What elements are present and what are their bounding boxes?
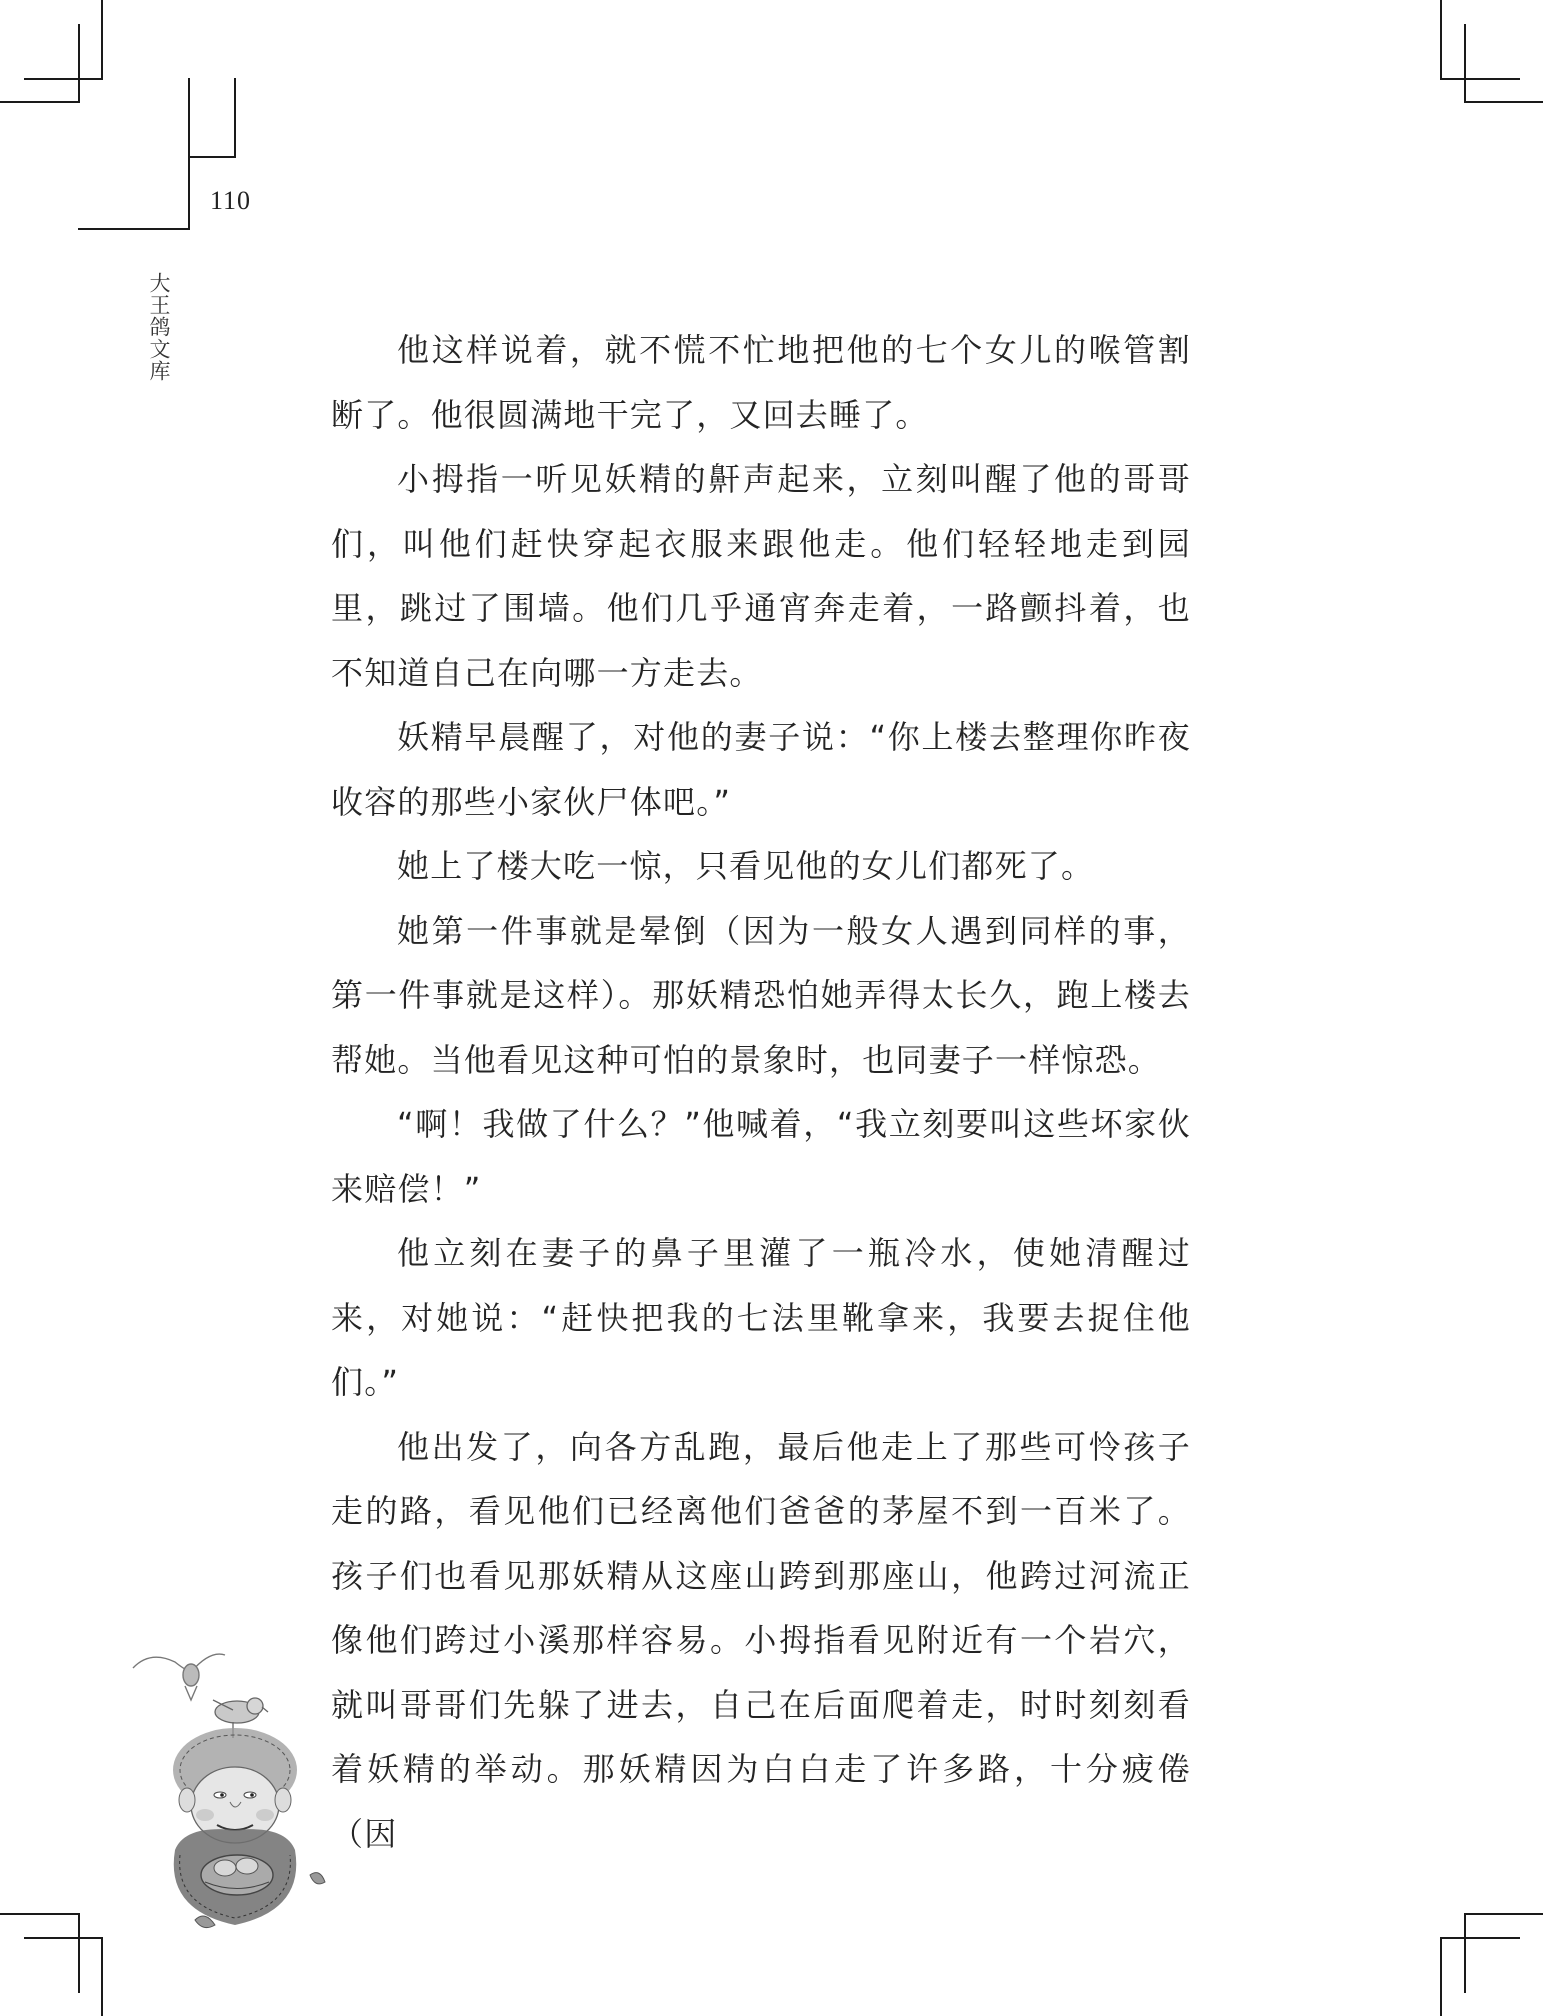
nest-icon [201,1855,273,1895]
paragraph: 她上了楼大吃一惊，只看见他的女儿们都死了。 [397,847,1095,885]
page-number-rule [234,78,236,158]
paragraph: 她第一件事就是晕倒（因为一般女人遇到同样的事，第一件事就是这样）。那妖精恐怕她弄得太长久，跑上楼去帮她。当他看见这种可怕的景象时，也同妻子一样惊恐。 [331,911,1191,1079]
crop-mark [1464,24,1466,103]
page-number-rule [188,78,190,230]
crop-mark [78,24,80,103]
crop-mark [1464,1913,1466,1993]
bearded-man-illustration [125,1620,345,1950]
crop-mark [1440,78,1520,80]
paragraph: 他立刻在妻子的鼻子里灌了一瓶冷水，使她清醒过来，对她说：“赶快把我的七法里靴拿来，我要去捉住他们。” [331,1234,1191,1401]
crop-mark [1464,1913,1543,1915]
running-head: 大王鸽文库 [147,272,171,382]
paragraph: 他这样说着，就不慌不忙地把他的七个女儿的喉管割断了。他很圆满地干完了，又回去睡了。 [331,331,1191,434]
body-text [331,318,1191,1866]
crop-mark [24,1937,103,1939]
crop-mark [101,0,103,79]
crop-mark [1440,0,1442,79]
paragraph: 他出发了，向各方乱跑，最后他走上了那些可怜孩子走的路，看见他们已经离他们爸爸的茅屋不到一百米了。孩子们也看见那妖精从这座山跨到那座山，他跨过河流正像他们跨过小溪那样容易。小拇指看见附近有一个岩穴，就叫哥哥们先躲了进去，自己在后面爬着走，时时刻刻看着妖精的举动。那妖精因为白白走了许多路，十分疲倦（因 [331,1427,1191,1853]
crop-mark [1440,1937,1520,1939]
flying-bird-icon [133,1654,225,1700]
crop-mark [1440,1937,1442,2016]
crop-mark [1464,101,1543,103]
page-number-rule [78,228,190,230]
page-number-rule [188,156,236,158]
paragraph: 小拇指一听见妖精的鼾声起来，立刻叫醒了他的哥哥们，叫他们赶快穿起衣服来跟他走。他们轻轻地走到园里，跳过了围墙。他们几乎通宵奔走着，一路颤抖着，也不知道自己在向哪一方走去。 [331,460,1191,692]
crop-mark [0,101,80,103]
crop-mark [78,1913,80,1993]
crop-mark [24,78,103,80]
paragraph: 妖精早晨醒了，对他的妻子说：“你上楼去整理你昨夜收容的那些小家伙尸体吧。” [331,718,1191,821]
crop-mark [101,1937,103,2016]
paragraph: “啊！我做了什么？”他喊着，“我立刻要叫这些坏家伙来赔偿！” [331,1105,1191,1208]
crop-mark [0,1913,80,1915]
page-number: 110 [210,186,252,215]
